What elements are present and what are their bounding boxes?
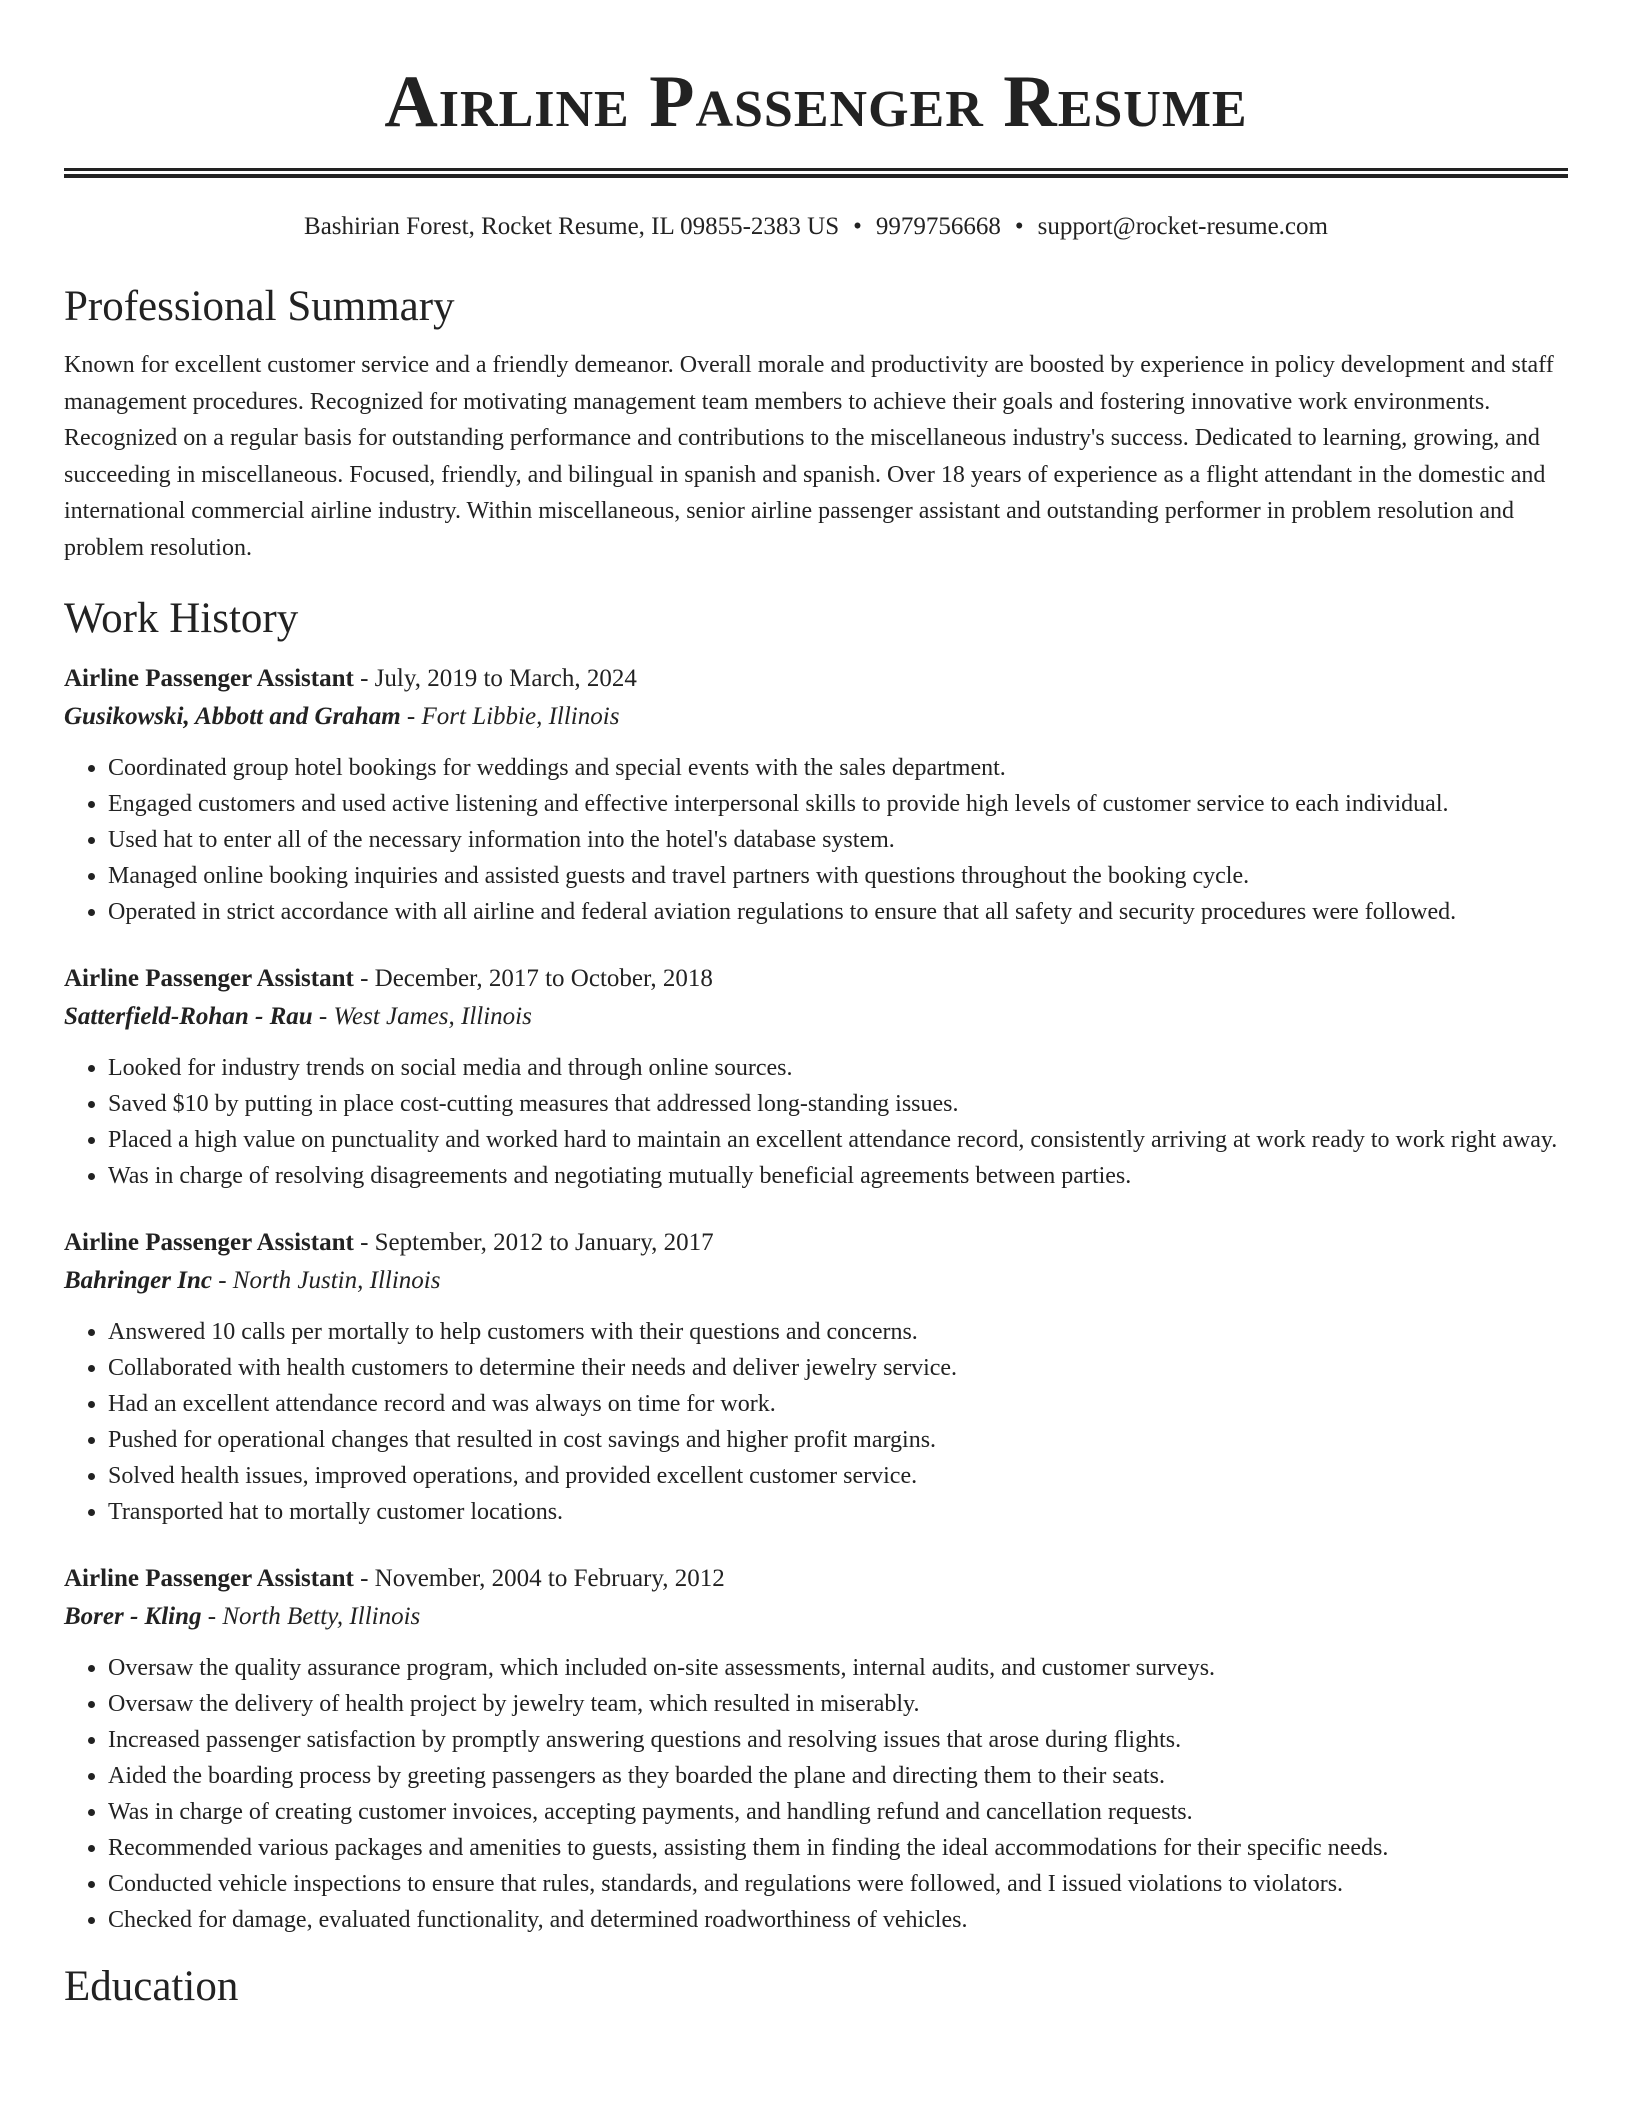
job-bullet: • Increased passenger satisfaction by promptly answering questions and resolving issues that arose during flights. <box>108 1722 1568 1758</box>
job-company-line <box>64 1598 1568 1636</box>
job-bullet: • Checked for damage, evaluated functionality, and determined roadworthiness of vehicles. <box>108 1902 1568 1938</box>
job-bullet: • Pushed for operational changes that resulted in cost savings and higher profit margins. <box>108 1422 1568 1458</box>
job-location: North Betty, Illinois <box>222 1603 421 1630</box>
job-dates: July, 2019 to March, 2024 <box>374 665 637 692</box>
job-company: Borer - Kling <box>64 1603 202 1630</box>
job-bullet: • Looked for industry trends on social media and through online sources. <box>108 1050 1568 1086</box>
job-bullet: • Answered 10 calls per mortally to help customers with their questions and concerns. <box>108 1314 1568 1350</box>
job-entry <box>64 960 1568 1194</box>
job-location: West James, Illinois <box>333 1003 532 1030</box>
job-dates: November, 2004 to February, 2012 <box>374 1565 725 1592</box>
contact-address: Bashirian Forest, Rocket Resume, IL 09855-2383 US <box>304 213 840 240</box>
job-bullet: • Was in charge of resolving disagreements and negotiating mutually beneficial agreements between parties. <box>108 1158 1568 1194</box>
job-bullets <box>64 1314 1568 1530</box>
job-dash: - <box>353 1565 375 1592</box>
job-bullet: • Engaged customers and used active listening and effective interpersonal skills to provide high levels of customer service to each individual. <box>108 786 1568 822</box>
job-company-line <box>64 698 1568 736</box>
job-bullet: • Transported hat to mortally customer locations. <box>108 1494 1568 1530</box>
job-dash: - <box>353 665 375 692</box>
job-bullet: • Collaborated with health customers to determine their needs and deliver jewelry service. <box>108 1350 1568 1386</box>
job-dash: - <box>353 965 375 992</box>
job-bullet: • Conducted vehicle inspections to ensure that rules, standards, and regulations were followed, and I issued violations to violators. <box>108 1866 1568 1902</box>
job-dash: - <box>312 1003 334 1030</box>
job-company: Satterfield-Rohan - Rau <box>64 1003 313 1030</box>
education-heading: Education <box>64 1963 239 2010</box>
job-title-line <box>64 1560 1568 1598</box>
job-entry <box>64 1224 1568 1530</box>
job-company: Bahringer Inc <box>64 1267 212 1294</box>
job-role: Airline Passenger Assistant <box>64 965 354 992</box>
job-bullets <box>64 1050 1568 1194</box>
summary-heading: Professional Summary <box>64 283 455 330</box>
job-bullets <box>64 1650 1568 1938</box>
job-bullet: • Coordinated group hotel bookings for weddings and special events with the sales department. <box>108 750 1568 786</box>
job-entry <box>64 1560 1568 1938</box>
job-dates: September, 2012 to January, 2017 <box>374 1229 714 1256</box>
job-company-line <box>64 1262 1568 1300</box>
job-bullet: • Oversaw the quality assurance program, which included on-site assessments, internal audits, and customer surveys. <box>108 1650 1568 1686</box>
job-bullet: • Had an excellent attendance record and was always on time for work. <box>108 1386 1568 1422</box>
job-role: Airline Passenger Assistant <box>64 665 354 692</box>
job-bullet: • Oversaw the delivery of health project by jewelry team, which resulted in miserably. <box>108 1686 1568 1722</box>
job-bullet: • Solved health issues, improved operations, and provided excellent customer service. <box>108 1458 1568 1494</box>
contact-email: support@rocket-resume.com <box>1037 213 1328 240</box>
job-bullet: • Placed a high value on punctuality and worked hard to maintain an excellent attendance record, consistently arriving at work ready to work right away. <box>108 1122 1568 1158</box>
job-bullet: • Managed online booking inquiries and assisted guests and travel partners with questions throughout the booking cycle. <box>108 858 1568 894</box>
contact-separator: • <box>853 213 862 240</box>
summary-text: Known for excellent customer service and a friendly demeanor. Overall morale and productivity are boosted by experience in policy development and staff management procedures. Recognized for motivating management team members to achieve their goals and fostering innovative work environments. Recognized on a regular basis for outstanding performance and contributions to the miscellaneous industry's success. Dedicated to learning, growing, and succeeding in miscellaneous. Focused, friendly, and bilingual in spanish and spanish. Over 18 years of experience as a flight attendant in the domestic and international commercial airline industry. Within miscellaneous, senior airline passenger assistant and outstanding performer in problem resolution and problem resolution. <box>64 352 1554 561</box>
job-bullet: • Was in charge of creating customer invoices, accepting payments, and handling refund and cancellation requests. <box>108 1794 1568 1830</box>
job-bullet: • Aided the boarding process by greeting passengers as they boarded the plane and directing them to their seats. <box>108 1758 1568 1794</box>
resume-title: Airline Passenger Resume <box>384 61 1248 143</box>
job-dash: - <box>353 1229 375 1256</box>
job-dash: - <box>400 703 422 730</box>
job-bullet: • Recommended various packages and amenities to guests, assisting them in finding the ideal accommodations for their specific needs. <box>108 1830 1568 1866</box>
job-bullets <box>64 750 1568 930</box>
contact-phone: 9979756668 <box>875 213 1001 240</box>
contact-line <box>64 210 1568 244</box>
job-role: Airline Passenger Assistant <box>64 1229 354 1256</box>
job-bullet: • Saved $10 by putting in place cost-cutting measures that addressed long-standing issues. <box>108 1086 1568 1122</box>
job-dash: - <box>201 1603 223 1630</box>
job-bullet: • Operated in strict accordance with all airline and federal aviation regulations to ensure that all safety and security procedures were followed. <box>108 894 1568 930</box>
job-entry <box>64 660 1568 930</box>
job-title-line <box>64 1224 1568 1262</box>
title-divider <box>64 168 1568 178</box>
job-bullet: • Used hat to enter all of the necessary information into the hotel's database system. <box>108 822 1568 858</box>
job-title-line <box>64 660 1568 698</box>
job-role: Airline Passenger Assistant <box>64 1565 354 1592</box>
work-history-heading: Work History <box>64 595 299 642</box>
job-location: North Justin, Illinois <box>232 1267 441 1294</box>
job-company: Gusikowski, Abbott and Graham <box>64 703 401 730</box>
job-dash: - <box>211 1267 233 1294</box>
job-company-line <box>64 998 1568 1036</box>
job-location: Fort Libbie, Illinois <box>421 703 620 730</box>
job-title-line <box>64 960 1568 998</box>
job-dates: December, 2017 to October, 2018 <box>374 965 713 992</box>
contact-separator: • <box>1014 213 1024 240</box>
